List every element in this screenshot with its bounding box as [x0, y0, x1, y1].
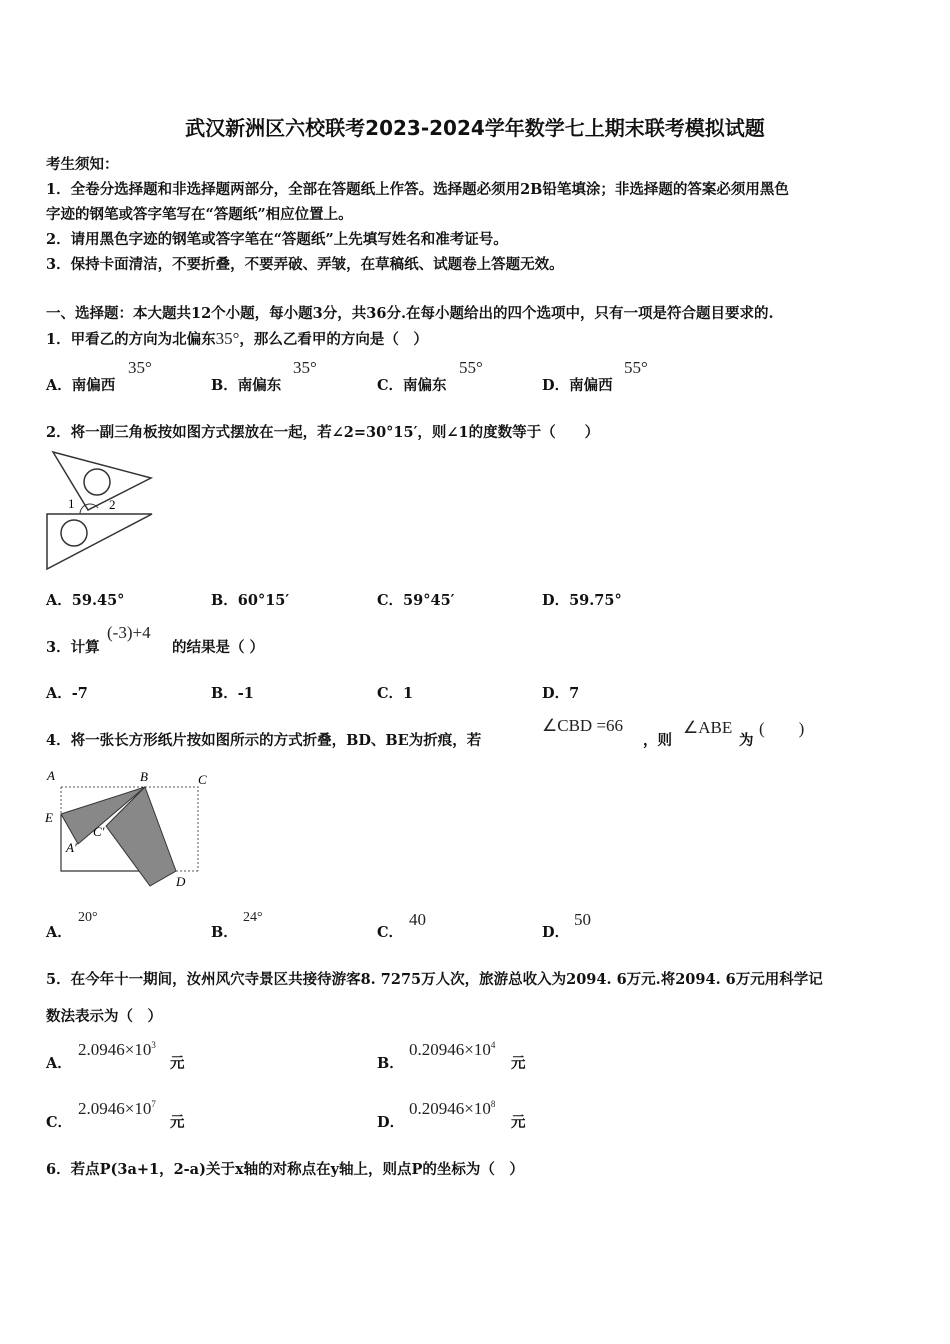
notice-heading: 考生须知： — [46, 156, 119, 173]
option-letter: B． — [211, 377, 238, 394]
lower-triangle — [47, 514, 152, 569]
option-unit: 元 — [170, 1114, 185, 1131]
option-letter: B． — [211, 592, 238, 609]
option-math: 50 — [574, 910, 591, 929]
option-c[interactable] — [377, 682, 413, 703]
question-text: 1．甲看乙的方向为北偏东 — [46, 331, 216, 348]
math-expression: ∠CBD =66 — [542, 716, 624, 735]
option-a[interactable] — [46, 589, 124, 610]
option-letter: A． — [46, 592, 72, 609]
option-c[interactable] — [377, 921, 403, 942]
sci-exponent: 3 — [151, 1040, 156, 1050]
option-math: 20° — [78, 910, 98, 925]
option-text: 南偏东 — [403, 377, 447, 394]
sci-exponent: 8 — [490, 1099, 496, 1109]
option-unit: 元 — [511, 1114, 526, 1131]
option-letter: C． — [377, 685, 404, 702]
option-letter: C． — [377, 377, 404, 394]
sci-base: 2.0946×10 — [78, 1040, 152, 1059]
option-letter: D． — [542, 685, 570, 702]
notice-line: 1．全卷分选择题和非选择题两部分，全部在答题纸上作答。选择题必须用2B铅笔填涂；非选择题的答案必须用黑色 — [46, 181, 789, 198]
option-math — [78, 1099, 156, 1119]
question-4-stem-b: ，则 — [643, 732, 672, 749]
option-letter: D． — [377, 1114, 405, 1131]
option-d[interactable] — [542, 374, 613, 395]
option-d[interactable] — [377, 1111, 404, 1132]
option-a[interactable] — [46, 1052, 72, 1073]
option-b[interactable] — [211, 921, 238, 942]
question-6-stem: 6．若点P(3a+1，2-a)关于x轴的对称点在y轴上，则点P的坐标为（ ） — [46, 1161, 524, 1178]
sci-exponent: 7 — [151, 1099, 156, 1109]
notice-line: 3．保持卡面清洁，不要折叠，不要弄破、弄皱，在草稿纸、试题卷上答题无效。 — [46, 256, 564, 273]
sci-base: 0.20946×10 — [409, 1099, 491, 1118]
option-text: 60°15′ — [237, 592, 290, 609]
option-math: 24° — [243, 910, 263, 925]
option-c[interactable] — [377, 589, 454, 610]
option-b[interactable] — [377, 1052, 404, 1073]
question-4-stem-a: 4．将一张长方形纸片按如图所示的方式折叠，BD、BE为折痕，若 — [46, 732, 482, 749]
label-c-prime: C′ — [93, 824, 105, 839]
option-math: 35° — [128, 358, 152, 377]
angle-1-label: 1 — [68, 496, 75, 511]
option-math: 35° — [293, 358, 317, 377]
option-letter: B． — [211, 924, 238, 941]
question-4-stem-c: 为 — [739, 732, 754, 749]
sci-base: 0.20946×10 — [409, 1040, 491, 1059]
notice-line: 2．请用黑色字迹的钢笔或答字笔在“答题纸”上先填写姓名和准考证号。 — [46, 231, 508, 248]
math-expression: (-3)+4 — [107, 623, 151, 642]
page-title: 武汉新洲区六校联考2023-2024学年数学七上期末联考模拟试题 — [185, 116, 765, 140]
option-letter: C． — [377, 592, 404, 609]
folded-rectangle-figure — [40, 764, 220, 894]
label-e: E — [45, 810, 53, 825]
option-text: 59.75° — [569, 592, 622, 609]
question-3-stem-b: 的结果是（ ） — [172, 639, 265, 656]
option-math: 55° — [459, 358, 483, 377]
notice-line: 字迹的钢笔或答字笔写在“答题纸”相应位置上。 — [46, 206, 353, 223]
option-letter: A． — [46, 924, 72, 941]
option-text: 7 — [569, 685, 580, 702]
label-b: B — [140, 769, 148, 784]
option-math: 55° — [624, 358, 648, 377]
option-math: 40 — [409, 910, 426, 929]
triangle-rulers-figure — [40, 446, 160, 576]
option-d[interactable] — [542, 589, 622, 610]
upper-triangle-hole — [84, 469, 110, 495]
option-letter: D． — [542, 377, 570, 394]
option-unit: 元 — [511, 1055, 526, 1072]
angle-2-label: 2 — [109, 497, 116, 512]
option-a[interactable] — [46, 682, 88, 703]
option-text: -1 — [237, 685, 254, 702]
section-heading: 一、选择题：本大题共12个小题，每小题3分，共36分.在每小题给出的四个选项中，只有一项是符合题目要求的. — [46, 305, 774, 322]
option-letter: A． — [46, 685, 72, 702]
label-a: A — [47, 768, 55, 783]
option-letter: A． — [46, 377, 72, 394]
option-letter: C． — [46, 1114, 73, 1131]
label-c: C — [198, 772, 207, 787]
lower-triangle-hole — [61, 520, 87, 546]
option-a[interactable] — [46, 921, 72, 942]
answer-paren: ( ) — [759, 719, 805, 738]
question-5-stem-line: 5．在今年十一期间，汝州风穴寺景区共接待游客8. 7275万人次，旅游总收入为2094. 6万元.将2094. 6万元用科学记 — [46, 971, 823, 988]
option-b[interactable] — [211, 374, 281, 395]
option-text: 59.45° — [71, 592, 125, 609]
option-text: -7 — [71, 685, 88, 702]
option-c[interactable] — [46, 1111, 72, 1132]
sci-exponent: 4 — [490, 1040, 496, 1050]
question-2-stem: 2．将一副三角板按如图方式摆放在一起，若∠2=30°15′，则∠1的度数等于（ ） — [46, 424, 600, 441]
question-text: ，那么乙看甲的方向是（ ） — [239, 331, 428, 348]
option-text: 南偏西 — [71, 377, 116, 394]
option-text: 南偏东 — [237, 377, 282, 394]
option-d[interactable] — [542, 921, 569, 942]
option-b[interactable] — [211, 682, 254, 703]
option-a[interactable] — [46, 374, 115, 395]
option-letter: B． — [377, 1055, 404, 1072]
option-math — [78, 1040, 156, 1060]
option-text: 1 — [403, 685, 414, 702]
option-math — [409, 1099, 495, 1119]
label-a-prime: A′ — [66, 840, 77, 855]
math-expression: 35° — [215, 329, 240, 348]
math-expression: ∠ABE — [683, 718, 733, 737]
option-letter: A． — [46, 1055, 72, 1072]
option-math — [409, 1040, 495, 1060]
question-1-stem — [46, 328, 428, 349]
option-letter: D． — [542, 592, 570, 609]
option-c[interactable] — [377, 374, 447, 395]
option-b[interactable] — [211, 589, 289, 610]
label-d: D — [176, 874, 186, 889]
option-letter: B． — [211, 685, 238, 702]
option-letter: C． — [377, 924, 404, 941]
option-text: 南偏西 — [569, 377, 613, 394]
option-text: 59°45′ — [403, 592, 455, 609]
sci-base: 2.0946×10 — [78, 1099, 152, 1118]
option-d[interactable] — [542, 682, 579, 703]
question-5-stem-line: 数法表示为（ ） — [46, 1008, 162, 1025]
option-letter: D． — [542, 924, 570, 941]
option-unit: 元 — [170, 1055, 185, 1072]
question-3-stem-a: 3．计算 — [46, 639, 100, 656]
